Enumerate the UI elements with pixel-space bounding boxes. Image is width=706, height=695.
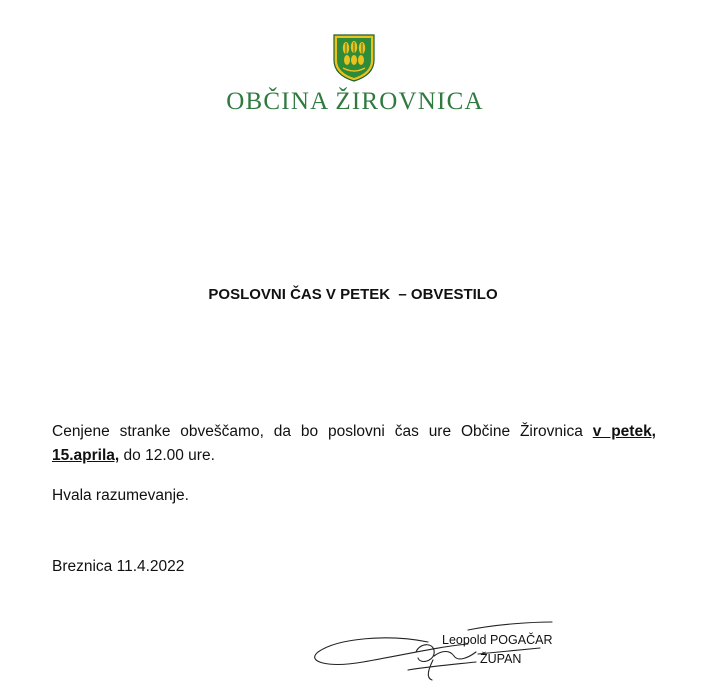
notice-title: POSLOVNI ČAS V PETEK – OBVESTILO: [208, 286, 498, 303]
signatory-name: Leopold POGAČAR: [442, 633, 553, 647]
notice-body: [52, 420, 656, 468]
notice-body-text-end: do 12.00 ure.: [119, 447, 215, 464]
thanks-line: Hvala razumevanje.: [52, 487, 189, 504]
handwritten-signature: [308, 612, 558, 690]
organization-name: OBČINA ŽIROVNICA: [226, 88, 484, 115]
place-date: Breznica 11.4.2022: [52, 558, 185, 575]
coat-of-arms-icon: [333, 34, 375, 82]
signatory-role: ŽUPAN: [480, 652, 522, 666]
notice-body-emphasis: v petek, 15.aprila,: [52, 423, 656, 464]
notice-body-text: Cenjene stranke obveščamo, da bo poslovni čas ure Občine Žirovnica: [52, 423, 593, 440]
